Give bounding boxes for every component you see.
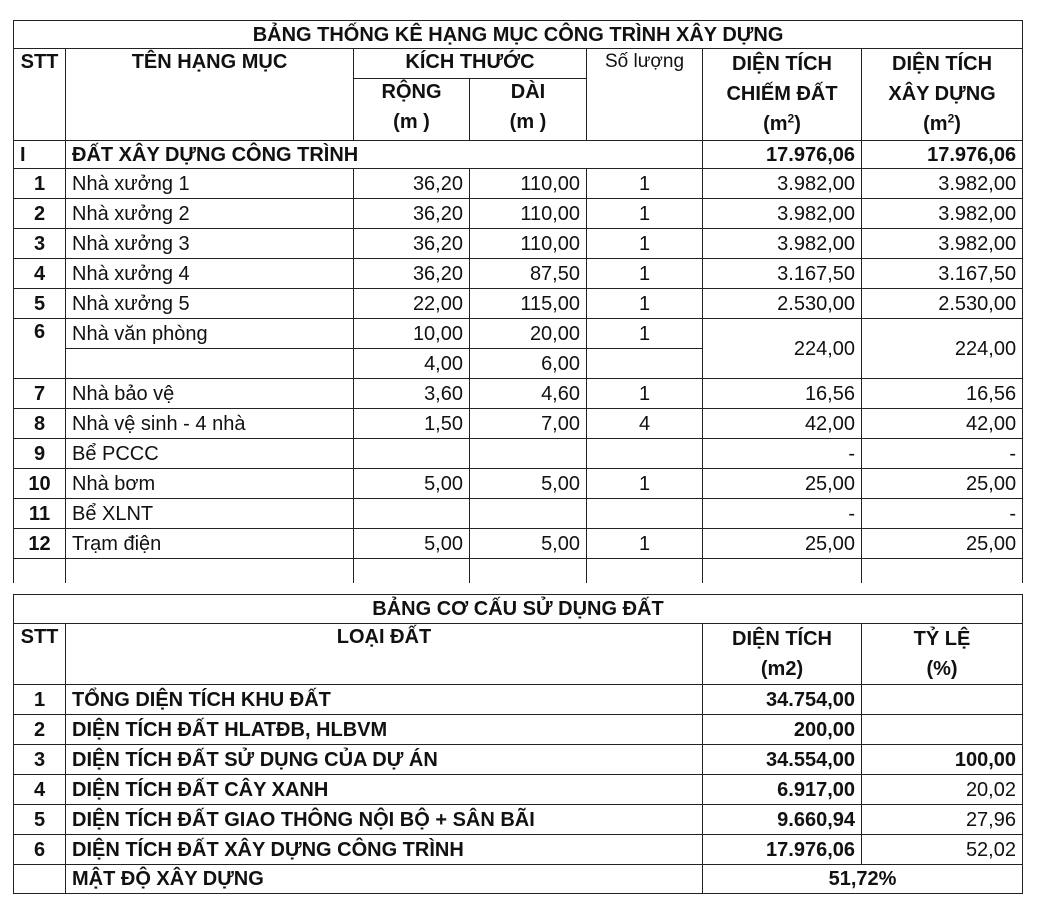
row-width: 5,00 <box>354 469 470 499</box>
header-width-unit: (m ) <box>354 109 470 141</box>
row-build-area: 42,00 <box>862 409 1023 439</box>
row-land-type: DIỆN TÍCH ĐẤT XÂY DỰNG CÔNG TRÌNH <box>66 835 703 865</box>
row-land-area: 25,00 <box>703 529 862 559</box>
table-row <box>14 379 1023 409</box>
row-area: 200,00 <box>703 715 862 745</box>
row-land-area: 3.982,00 <box>703 169 862 199</box>
row-land-type: DIỆN TÍCH ĐẤT GIAO THÔNG NỘI BỘ + SÂN BÃI <box>66 805 703 835</box>
row-stt: 2 <box>14 199 66 229</box>
row-stt: 11 <box>14 499 66 529</box>
construction-items-table <box>13 20 1023 583</box>
row-name: Nhà xưởng 1 <box>66 169 354 199</box>
row-land-type: DIỆN TÍCH ĐẤT SỬ DỤNG CỦA DỰ ÁN <box>66 745 703 775</box>
row-area: 34.754,00 <box>703 685 862 715</box>
row-stt: 8 <box>14 409 66 439</box>
section-stt: I <box>14 141 66 169</box>
section-land-area: 17.976,06 <box>703 141 862 169</box>
table-row <box>14 529 1023 559</box>
header-build-area-unit: $(m^2)$ <box>923 111 961 135</box>
header-quantity: Số lượng <box>587 49 703 141</box>
office-name-blank <box>66 349 354 379</box>
row-quantity <box>587 439 703 469</box>
row-name: Trạm điện <box>66 529 354 559</box>
table-row <box>14 685 1023 715</box>
office-width-a: 10,00 <box>354 319 470 349</box>
table-row <box>14 469 1023 499</box>
row-stt: 5 <box>14 805 66 835</box>
row-width: 5,00 <box>354 529 470 559</box>
row-name: Nhà xưởng 2 <box>66 199 354 229</box>
header-build-area <box>862 49 1023 141</box>
header-width: RỘNG <box>354 79 470 109</box>
row-stt: 12 <box>14 529 66 559</box>
row-quantity <box>587 499 703 529</box>
row-length: 87,50 <box>470 259 587 289</box>
row-stt: 9 <box>14 439 66 469</box>
row-name: Nhà xưởng 5 <box>66 289 354 319</box>
office-land-area: 224,00 <box>703 319 862 379</box>
row-width: 36,20 <box>354 199 470 229</box>
office-qty: 1 <box>587 319 703 349</box>
header-land-area <box>703 49 862 141</box>
row-length: 110,00 <box>470 169 587 199</box>
row-name: Nhà vệ sinh - 4 nhà <box>66 409 354 439</box>
row-ratio: 52,02 <box>862 835 1023 865</box>
density-value: 51,72% <box>703 865 1023 894</box>
table2-header-stt: STT <box>14 624 66 685</box>
row-ratio: 27,96 <box>862 805 1023 835</box>
row-land-area: 3.982,00 <box>703 199 862 229</box>
table2-header-area <box>703 624 862 685</box>
row-quantity: 4 <box>587 409 703 439</box>
row-build-area: 3.982,00 <box>862 229 1023 259</box>
row-length: 110,00 <box>470 199 587 229</box>
row-width <box>354 439 470 469</box>
row-name: Nhà bảo vệ <box>66 379 354 409</box>
table2-title: BẢNG CƠ CẤU SỬ DỤNG ĐẤT <box>14 595 1023 624</box>
row-land-area: 16,56 <box>703 379 862 409</box>
row-quantity: 1 <box>587 259 703 289</box>
row-build-area: 25,00 <box>862 529 1023 559</box>
table-row <box>14 775 1023 805</box>
row-stt: 6 <box>14 835 66 865</box>
table2-header-ratio <box>862 624 1023 685</box>
row-name: Nhà xưởng 3 <box>66 229 354 259</box>
land-use-table <box>13 594 1023 894</box>
table-row <box>14 439 1023 469</box>
row-build-area: 2.530,00 <box>862 289 1023 319</box>
office-length-a: 20,00 <box>470 319 587 349</box>
row-stt: 3 <box>14 745 66 775</box>
row-build-area: 3.982,00 <box>862 199 1023 229</box>
table2-header-area-label: DIỆN TÍCH <box>732 628 832 650</box>
row-length: 5,00 <box>470 469 587 499</box>
table-row <box>14 229 1023 259</box>
row-quantity: 1 <box>587 529 703 559</box>
row-name: Bể XLNT <box>66 499 354 529</box>
row-land-area: 3.982,00 <box>703 229 862 259</box>
row-length: 5,00 <box>470 529 587 559</box>
row-ratio: 20,02 <box>862 775 1023 805</box>
density-stt-blank <box>14 865 66 894</box>
table2-header-ratio-unit: (%) <box>926 658 958 680</box>
row-name: Nhà xưởng 4 <box>66 259 354 289</box>
office-stt: 6 <box>14 319 66 379</box>
row-stt: 3 <box>14 229 66 259</box>
row-quantity: 1 <box>587 229 703 259</box>
table-title: BẢNG THỐNG KÊ HẠNG MỤC CÔNG TRÌNH XÂY DỰNG <box>14 21 1023 49</box>
row-build-area: 3.982,00 <box>862 169 1023 199</box>
table-row <box>14 745 1023 775</box>
density-label: MẬT ĐỘ XÂY DỰNG <box>66 865 703 894</box>
row-land-area: - <box>703 439 862 469</box>
row-ratio <box>862 715 1023 745</box>
table2-header-type: LOẠI ĐẤT <box>66 624 703 685</box>
office-qty-blank <box>587 349 703 379</box>
row-width: 1,50 <box>354 409 470 439</box>
row-length: 115,00 <box>470 289 587 319</box>
row-ratio: 100,00 <box>862 745 1023 775</box>
header-build-area-line1: DIỆN TÍCH <box>892 53 993 75</box>
section-build-area: 17.976,06 <box>862 141 1023 169</box>
row-name: Nhà bơm <box>66 469 354 499</box>
table-row <box>14 169 1023 199</box>
row-land-area: 25,00 <box>703 469 862 499</box>
header-land-area-line2: CHIẾM ĐẤT <box>726 83 838 105</box>
row-land-type: DIỆN TÍCH ĐẤT CÂY XANH <box>66 775 703 805</box>
row-stt: 10 <box>14 469 66 499</box>
row-area: 6.917,00 <box>703 775 862 805</box>
spacer-row <box>14 559 1023 584</box>
row-stt: 7 <box>14 379 66 409</box>
section-name: ĐẤT XÂY DỰNG CÔNG TRÌNH <box>66 141 703 169</box>
row-length: 110,00 <box>470 229 587 259</box>
row-land-type: DIỆN TÍCH ĐẤT HLATĐB, HLBVM <box>66 715 703 745</box>
header-length: DÀI <box>470 79 587 109</box>
header-land-area-unit: $(m^2)$ <box>763 111 801 135</box>
table-row <box>14 259 1023 289</box>
row-length <box>470 439 587 469</box>
office-length-b: 6,00 <box>470 349 587 379</box>
table-row <box>14 835 1023 865</box>
row-stt: 5 <box>14 289 66 319</box>
row-name: Bể PCCC <box>66 439 354 469</box>
row-stt: 1 <box>14 685 66 715</box>
table-row <box>14 499 1023 529</box>
row-area: 9.660,94 <box>703 805 862 835</box>
row-build-area: 16,56 <box>862 379 1023 409</box>
office-width-b: 4,00 <box>354 349 470 379</box>
row-stt: 1 <box>14 169 66 199</box>
row-land-area: - <box>703 499 862 529</box>
office-name: Nhà văn phòng <box>66 319 354 349</box>
header-length-unit: (m ) <box>470 109 587 141</box>
header-stt: STT <box>14 49 66 141</box>
row-length: 7,00 <box>470 409 587 439</box>
row-width: 36,20 <box>354 229 470 259</box>
row-width: 3,60 <box>354 379 470 409</box>
row-build-area: - <box>862 439 1023 469</box>
row-land-area: 2.530,00 <box>703 289 862 319</box>
row-build-area: 3.167,50 <box>862 259 1023 289</box>
row-stt: 4 <box>14 775 66 805</box>
table-row <box>14 409 1023 439</box>
table-row <box>14 199 1023 229</box>
row-width <box>354 499 470 529</box>
row-quantity: 1 <box>587 169 703 199</box>
header-item-name: TÊN HẠNG MỤC <box>66 49 354 141</box>
row-width: 36,20 <box>354 169 470 199</box>
row-build-area: 25,00 <box>862 469 1023 499</box>
row-width: 36,20 <box>354 259 470 289</box>
header-build-area-line2: XÂY DỰNG <box>888 83 996 105</box>
row-ratio <box>862 685 1023 715</box>
row-width: 22,00 <box>354 289 470 319</box>
table-row <box>14 715 1023 745</box>
row-quantity: 1 <box>587 469 703 499</box>
table-row <box>14 289 1023 319</box>
row-length <box>470 499 587 529</box>
row-stt: 2 <box>14 715 66 745</box>
row-land-type: TỔNG DIỆN TÍCH KHU ĐẤT <box>66 685 703 715</box>
row-quantity: 1 <box>587 379 703 409</box>
row-quantity: 1 <box>587 199 703 229</box>
row-stt: 4 <box>14 259 66 289</box>
table-row <box>14 805 1023 835</box>
table2-header-ratio-label: TỶ LỆ <box>913 628 971 650</box>
row-land-area: 42,00 <box>703 409 862 439</box>
table2-header-area-unit: (m2) <box>760 658 804 680</box>
header-dimensions: KÍCH THƯỚC <box>354 49 587 79</box>
row-land-area: 3.167,50 <box>703 259 862 289</box>
row-quantity: 1 <box>587 289 703 319</box>
row-area: 34.554,00 <box>703 745 862 775</box>
row-build-area: - <box>862 499 1023 529</box>
row-area: 17.976,06 <box>703 835 862 865</box>
office-build-area: 224,00 <box>862 319 1023 379</box>
row-length: 4,60 <box>470 379 587 409</box>
header-land-area-line1: DIỆN TÍCH <box>732 53 832 75</box>
